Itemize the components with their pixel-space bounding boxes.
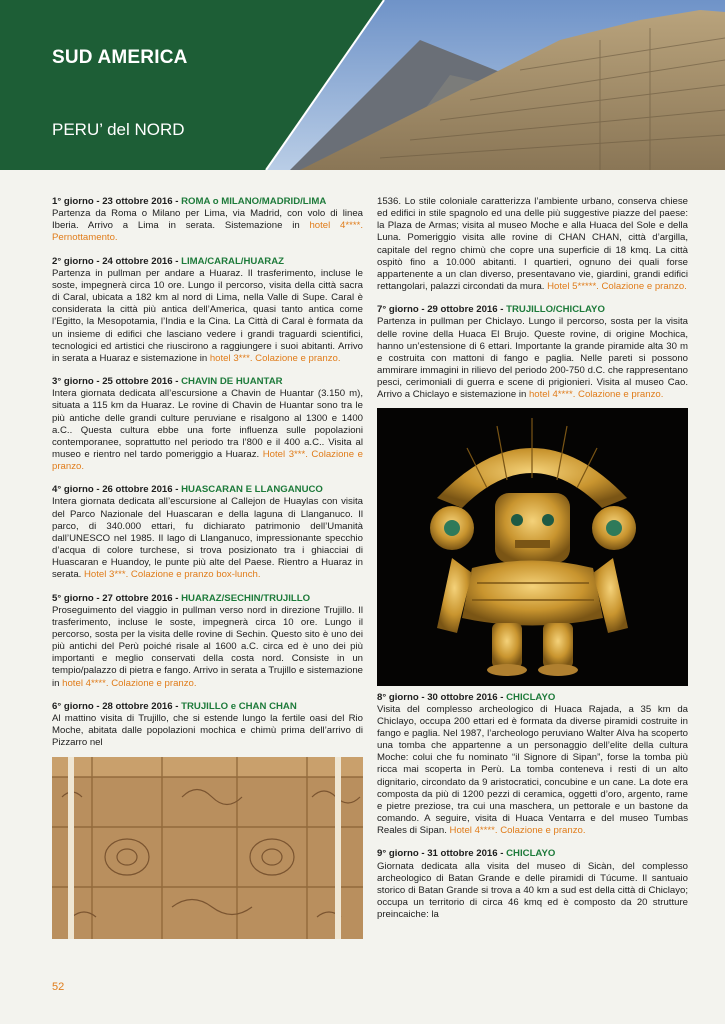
- day-heading: [52, 593, 363, 605]
- day-entry-continued: [377, 196, 688, 293]
- hotel-info: Hotel 3***. Colazione e pranzo box-lunch.: [84, 569, 261, 581]
- gold-artifact-photo: [377, 408, 688, 686]
- day-body: Al mattino visita di Trujillo, che si estende lungo la fertile oasi del Rio Moche, abitata dalle popolazioni mochica e chimù prima dell’arrivo di Pizzarro nel: [52, 712, 363, 749]
- day-date: 3° giorno - 25 ottobre 2016 -: [52, 376, 182, 388]
- hotel-info: hotel 4****. Colazione e pranzo.: [528, 389, 664, 401]
- day-entry: [52, 376, 363, 473]
- hotel-info: hotel 4****. Colazione e pranzo.: [62, 677, 197, 689]
- day-body: Giornata dedicata alla visita del museo di Sicàn, del complesso archeologico di Batan Grande e delle piramidi di Túcume. Il santuaio storico di Batan Grande si trova a 40 km a sud est della città di Chiclayo; occupa un territorio di circa 46 kmq ed è composto da 20 strutture preincaiche: la: [377, 860, 688, 921]
- hotel-info: Hotel 3***. Colazione e pranzo.: [52, 448, 363, 473]
- page-subtitle: PERU’ del NORD: [52, 120, 185, 139]
- left-column: [52, 196, 363, 939]
- day-body: Proseguimento del viaggio in pullman verso nord in direzione Trujillo. Il trasferimento, incluse le soste, impegnerà circa 10 ore. Lungo il percorso, sosta per la visita delle rovine di Sechin. Questo sito è uno dei più antichi del Perù poiché risale al 1600 a.C. circa ed è uno dei più importanti e meglio conservati della costa nord. Consiste in un tempio/palazzo di pietra e fango. Arrivo in serata a Trujillo e sistemazione in: [52, 604, 363, 689]
- day-text: [377, 704, 688, 838]
- day-destination: ROMA o MILANO/MADRID/LIMA: [181, 196, 327, 207]
- header-banner-graphic: [0, 0, 725, 170]
- day-heading: [52, 256, 363, 268]
- day-destination: CHAVIN DE HUANTAR: [181, 376, 283, 388]
- day-destination: CHICLAYO: [506, 848, 556, 860]
- day-text: [52, 605, 363, 690]
- day-text: [52, 208, 363, 244]
- day-text: [377, 196, 688, 293]
- day-heading: [377, 304, 688, 316]
- day-entry: [52, 256, 363, 365]
- right-column: [377, 196, 688, 932]
- day-date: 7° giorno - 29 ottobre 2016 -: [377, 304, 507, 316]
- chan-chan-relief-photo: [52, 757, 363, 939]
- day-destination: TRUJILLO e CHAN CHAN: [181, 700, 297, 712]
- day-date: 8° giorno - 30 ottobre 2016 -: [377, 691, 507, 703]
- day-entry: [52, 484, 363, 581]
- day-date: 5° giorno - 27 ottobre 2016 -: [52, 592, 182, 604]
- hotel-info: hotel 4****. Pernottamento.: [52, 220, 363, 244]
- day-destination: CHICLAYO: [506, 691, 556, 703]
- hotel-info: hotel 3***. Colazione e pranzo.: [209, 352, 341, 364]
- day-date: 4° giorno - 26 ottobre 2016 -: [52, 484, 182, 496]
- hotel-info: Hotel 5*****. Colazione e pranzo.: [547, 281, 687, 293]
- hotel-info: Hotel 4****. Colazione e pranzo.: [449, 825, 586, 837]
- day-text: [377, 861, 688, 922]
- day-text: [52, 713, 363, 749]
- day-text: [52, 388, 363, 473]
- day-heading: [52, 484, 363, 496]
- day-entry: [52, 593, 363, 690]
- day-body: Partenza da Roma o Milano per Lima, via Madrid, con volo di linea Iberia. Arrivo a Lima in serata. Sistemazione in: [52, 208, 363, 232]
- day-date: 1° giorno - 23 ottobre 2016 -: [52, 196, 182, 207]
- day-heading: [377, 692, 688, 704]
- day-date: 9° giorno - 31 ottobre 2016 -: [377, 848, 507, 860]
- day-destination: HUARAZ/SECHIN/TRUJILLO: [181, 592, 311, 604]
- day-text: [377, 316, 688, 401]
- day-body: Visita del complesso archeologico di Huaca Rajada, a 35 km da Chiclayo, occupa 200 ettari ed è formata da diverse piramidi costruite in fango e paglia. Nel 1987, l’archeologo peruviano Walter Alva ha scoperto una tomba che appartenne a un personaggio dell’elite della cultura Moche: colui che fu nominato “il Signore di Sipan”, forse la tomba più ricca mai scoperta in Perù. La tomba conteneva i resti di un alto dignitario, circondato da 9 aristocratici, concubine e un cane. La dote era composta da più di 1200 pezzi di ceramica, oggetti d’oro, argento, rame e pietre preziose, tra cui una maschera, un pettorale e un bastone da comando. A seguire, visita di Huaca Ventarra e del museo Tumbas Reales di Sipan.: [377, 703, 688, 837]
- day-heading: [52, 701, 363, 713]
- day-destination: TRUJILLO/CHICLAYO: [506, 304, 605, 316]
- day-body: 1536. Lo stile coloniale caratterizza l’ambiente urbano, conserva chiese ed edifici in stile spagnolo ed una delle più suggestive piazze del paese: la Plaza de Armas; visita al museo Moche e alla Huaca del Sole e della Luna. Pomeriggio visita alle rovine di CHAN CHAN, città d’argilla, capitale del regno chimù che copre una superficie di 18 kmq. La città ospitò fino a 10.000 abitanti. I quartieri, ognuno dei quali forse appartenente a un clan diverso, presentavano vie, giardini, grandi edifici rettangolari, palazzi circondati da mura.: [377, 196, 688, 293]
- day-body: Partenza in pullman per Chiclayo. Lungo il percorso, sosta per la visita delle rovine della Huaca El Brujo. Queste rovine, di origine Mochica, hanno un’estensione di 6 ettari. Importante la grande piramide alta 30 m e costruita con mattoni di fango e paglia. Nelle pareti si possono ammirare immagini in rilievo del periodo 200-750 d.C. che rappresentano pesci, cerimoniali di guerra e scene di prigionieri. Visita al museo Cao. Arrivo a Chiclayo e sistemazione in: [377, 316, 688, 401]
- day-date: 2° giorno - 24 ottobre 2016 -: [52, 255, 182, 267]
- day-heading: [52, 376, 363, 388]
- day-text: [52, 496, 363, 581]
- day-body: Intera giornata dedicata all’escursione a Chavin de Huantar (3.150 m), situata a 115 km da Huaraz. Le rovine di Chavin de Huantar sono tra le più antiche delle grandi culture peruviane e risalgono al 1300 e 1400 a.C.. Questa cultura ebbe una forte influenza sulle popolazioni contemporanee, soprattutto nel periodo tra l’800 e il 400 a.C.. Visita al museo e rientro nel tardo pomeriggio a Huaraz.: [52, 388, 363, 460]
- day-text: [52, 268, 363, 365]
- page-number: 52: [52, 981, 65, 993]
- day-date: 6° giorno - 28 ottobre 2016 -: [52, 700, 182, 712]
- day-body: Partenza in pullman per andare a Huaraz. Il trasferimento, incluse le soste, impegnerà circa 10 ore. Lungo il percorso, visita della città sacra di Caral, ubicata a 182 km al nord di Lima, nella Valle di Supe. Caral è considerata la città più antica dell’America, quasi tanto antica come l’Egitto, la Mesopotamia, l’India e la Cina. La Città di Caral è formata da un insieme di edifici che lasciano vedere i grandi traguardi scientifici, tecnologici ed artistici che riuscirono a raggiungere i suoi abitanti. Arrivo in serata a Huaraz e sistemazione in: [52, 267, 363, 364]
- day-entry: [377, 692, 688, 838]
- page-header: [0, 0, 725, 170]
- section-title: SUD AMERICA: [52, 47, 188, 68]
- day-entry: [52, 701, 363, 750]
- day-body: Intera giornata dedicata all’escursione al Callejon de Huaylas con visita del Parco Nazionale del Huascaran e della laguna di Llanganuco. Il parco, di 340.000 ettari, fu dichiarato patrimonio dell’Umanità dall’UNESCO nel 1985. Il lago di Llanganuco, impressionante specchio d’acqua di colore turchese, si trova posizionato tra i ghiacciai di Huascaran e Huandoy, le punte più alte del Paese. Rientro a Huaraz in serata.: [52, 496, 363, 581]
- day-entry: [377, 304, 688, 401]
- day-heading: [52, 196, 363, 208]
- day-entry: [377, 848, 688, 921]
- day-destination: LIMA/CARAL/HUARAZ: [181, 255, 284, 267]
- day-entry: [52, 196, 363, 245]
- day-heading: [377, 848, 688, 860]
- day-destination: HUASCARAN E LLANGANUCO: [181, 484, 323, 496]
